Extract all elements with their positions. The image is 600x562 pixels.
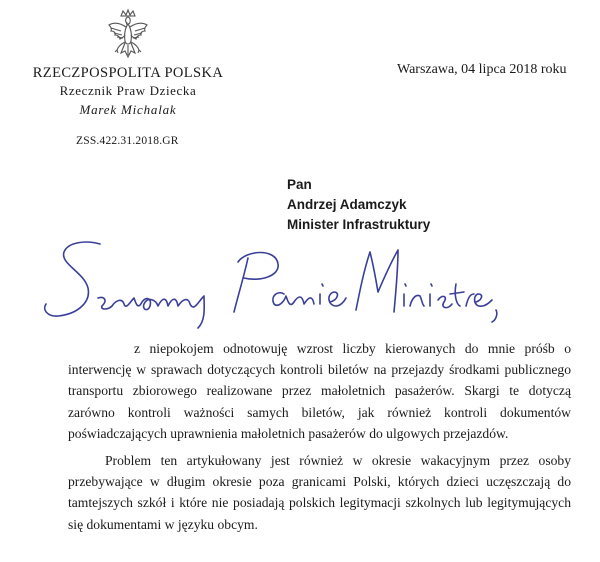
issuer-office: Rzecznik Praw Dziecka: [59, 83, 197, 98]
addressee-block: [287, 175, 430, 235]
place-date: Warszawa, 04 lipca 2018 roku: [397, 62, 567, 77]
addressee-name: Andrzej Adamczyk: [287, 197, 407, 212]
body-paragraph-1: z niepokojem odnotowuję wzrost liczby kierowanych do mnie próśb o interwencję w sprawach dotyczących kontroli biletów na przejazdy środkami publicznego transportu zbiorowego realizowane przez małoletnich pasażerów. Skargi te dotyczą zarówno kontroli ważności samych biletów, jak również kontroli dokumentów poświadczających uprawnienia małoletnich pasażerów do ulgowych przejazdów.: [68, 341, 571, 441]
handwritten-salutation: [38, 240, 508, 330]
eagle-emblem-icon: [106, 8, 150, 62]
addressee-position: Minister Infrastruktury: [287, 217, 431, 232]
letter-body: [68, 338, 571, 535]
addressee-title: Pan: [287, 177, 312, 192]
issuer-country: RZECZPOSPOLITA POLSKA: [32, 65, 224, 81]
issuer-person: Marek Michalak: [79, 102, 177, 117]
issuer-block: [28, 64, 228, 120]
body-paragraph-2: Problem ten artykułowany jest również w okresie wakacyjnym przez osoby przebywające w długim okresie poza granicami Polski, których dzieci uczęszczają do tamtejszych szkół i które nie posiadają polskich legitymacji szkolnych lub legitymujących się dokumentami w języku obcym.: [68, 453, 571, 532]
reference-number: ZSS.422.31.2018.GR: [76, 135, 179, 147]
